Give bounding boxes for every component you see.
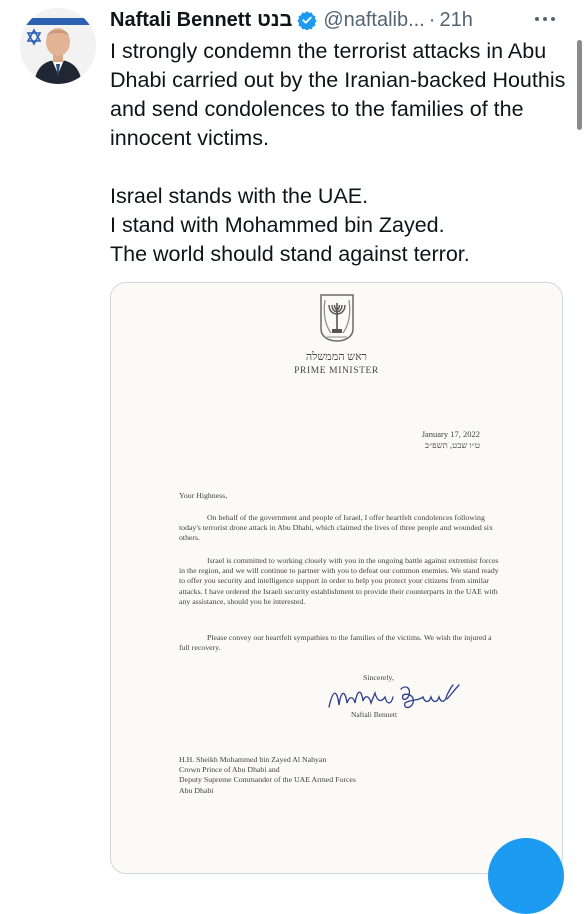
letter-date bbox=[422, 429, 480, 451]
tweet-text-paragraph: I strongly condemn the terrorist attacks in Abu Dhabi carried out by the Iranian-backed Houthis and send condolences to the families of the innocent victims. bbox=[110, 39, 566, 150]
letter-heading: PRIME MINISTER bbox=[294, 366, 379, 376]
recipient-line: H.H. Sheikh Mohammed bin Zayed Al Nahyan bbox=[179, 755, 327, 764]
author-name-hebrew[interactable]: בנט bbox=[257, 8, 293, 31]
author-handle[interactable]: @naftalib... bbox=[323, 8, 425, 31]
letter-printed-name: Naftali Bennett bbox=[351, 710, 398, 719]
letter-paragraph: Please convey our heartfelt sympathies to the families of the victims. We wish the injured a full recovery. bbox=[179, 633, 492, 653]
avatar[interactable] bbox=[20, 8, 96, 84]
letter-paragraph: Israel is committed to working closely with you in the ongoing battle against extremist forces in the region, and we will continue to partner with you to defeat our common enemies. We stand ready to offer you security and intelligence support in order to help you protect your citizens from similar attacks. I have ordered the Israeli security establishment to provide their counterparts in the UAE with any assistance, should you be interested. bbox=[179, 556, 499, 606]
tweet-text bbox=[110, 37, 570, 269]
compose-fab-button[interactable] bbox=[488, 838, 564, 914]
scrollbar[interactable] bbox=[577, 40, 582, 130]
letter-paragraph: On behalf of the government and people of Israel, I offer heartfelt condolences following today's terrorist drone attack in Abu Dhabi, which claimed the lives of three people and wounded six others. bbox=[179, 513, 493, 543]
state-emblem-icon bbox=[317, 291, 357, 343]
avatar-image bbox=[20, 8, 96, 84]
verified-badge-icon bbox=[297, 10, 317, 30]
separator-dot: · bbox=[428, 8, 436, 31]
signature bbox=[321, 681, 481, 717]
tweet-text-line: I stand with Mohammed bin Zayed. bbox=[110, 213, 445, 237]
letter-recipient bbox=[179, 755, 356, 796]
recipient-line: Abu Dhabi bbox=[179, 785, 214, 795]
tweet-text-line: Israel stands with the UAE. bbox=[110, 184, 369, 208]
more-icon[interactable] bbox=[534, 8, 556, 29]
tweet-header bbox=[110, 6, 556, 34]
tweet-text-line: The world should stand against terror. bbox=[110, 242, 470, 266]
letter-date-english: January 17, 2022 bbox=[421, 429, 480, 439]
letter-closing: Sincerely, bbox=[363, 673, 394, 682]
letter-document bbox=[111, 283, 562, 873]
recipient-line: Crown Prince of Abu Dhabi and bbox=[179, 765, 280, 775]
timestamp[interactable]: 21h bbox=[439, 8, 473, 31]
letter-heading-hebrew: ראש הממשלה bbox=[305, 351, 368, 363]
letter-date-hebrew: ט״ו שבט, תשפ״ב bbox=[424, 440, 480, 450]
letter-greeting: Your Highness, bbox=[179, 491, 228, 500]
tweet-media-image[interactable] bbox=[110, 282, 563, 874]
author-name[interactable]: Naftali Bennett bbox=[110, 8, 252, 31]
recipient-line: Deputy Supreme Commander of the UAE Armed Forces bbox=[179, 775, 356, 785]
